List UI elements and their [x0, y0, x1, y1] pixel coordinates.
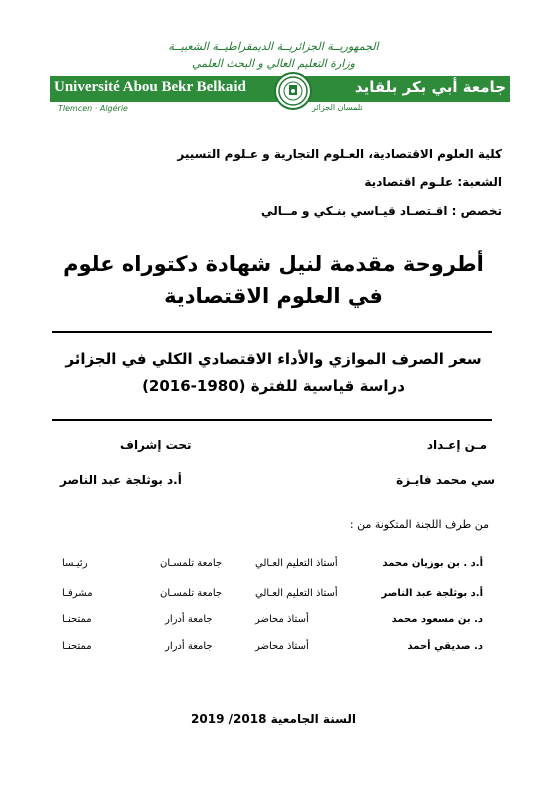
- ministry-header: وزارة التعليم العالي و البحث العلمي: [192, 57, 355, 70]
- member-rank: أستاذ التعليم العـالي: [255, 558, 338, 569]
- top-rule: [52, 331, 492, 333]
- university-banner: [50, 76, 510, 120]
- prepared-by-label: مـن إعـداد: [426, 438, 487, 452]
- member-name: د. صديقي أحمد: [407, 641, 483, 652]
- academic-year: السنة الجامعية 2018/ 2019: [191, 712, 356, 726]
- university-name-fr: Université Abou Bekr Belkaid: [54, 79, 246, 95]
- subject-line1: سعر الصرف الموازي والأداء الاقتصادي الكلي في الجزائر: [65, 350, 482, 368]
- bottom-rule: [52, 419, 492, 421]
- member-name: أ.د بوثلجة عبد الناصر: [381, 588, 483, 599]
- branch-line: الشعبة: علـوم اقتصادية: [364, 175, 502, 189]
- member-name: أ.د . بن بوزيان محمد: [382, 558, 483, 569]
- member-role: رئيـسا: [62, 558, 88, 569]
- member-rank: أستاذ التعليم العـالي: [255, 588, 338, 599]
- member-institution: جامعة أدرار: [165, 614, 213, 625]
- subject-line2: دراسة قياسية للفترة (1980-2016): [142, 377, 405, 395]
- thesis-title-line1: أطروحة مقدمة لنيل شهادة دكتوراه علوم: [63, 252, 484, 276]
- member-role: ممتحنـا: [62, 641, 92, 652]
- member-name: د. بن مسعود محمد: [391, 614, 483, 625]
- city-fr: Tlemcen · Algérie: [58, 104, 128, 113]
- member-institution: جامعة تلمسـان: [160, 558, 223, 569]
- supervised-by-label: تحت إشراف: [120, 438, 192, 452]
- university-name-ar: جامعة أبي بكر بلقايد: [354, 78, 506, 96]
- committee-label: من طرف اللجنة المتكونة من :: [349, 518, 489, 531]
- university-logo-icon: [274, 72, 312, 110]
- author-name: سي محمد فايـزة: [396, 473, 495, 487]
- thesis-title-line2: في العلوم الاقتصادية: [164, 284, 383, 308]
- member-institution: جامعة أدرار: [165, 641, 213, 652]
- republic-header: الجمهوريــة الجزائريــة الديمقراطيــة الشعبيــة: [168, 40, 379, 53]
- member-role: ممتحنـا: [62, 614, 92, 625]
- specialty-line: تخصص : اقـتصـاد قيـاسي بنـكي و مــالي: [261, 204, 502, 218]
- member-rank: أستاذ محاضر: [255, 641, 309, 652]
- city-ar: تلمسان الجزائر: [312, 103, 363, 112]
- member-rank: أستاذ محاضر: [255, 614, 309, 625]
- supervisor-name: أ.د بوثلجة عبد الناصر: [60, 473, 182, 487]
- faculty-line: كلية العلوم الاقتصادية، العـلوم التجارية و عـلوم التسيير: [177, 147, 502, 161]
- member-institution: جامعة تلمسـان: [160, 588, 223, 599]
- member-role: مشرفـا: [62, 588, 93, 599]
